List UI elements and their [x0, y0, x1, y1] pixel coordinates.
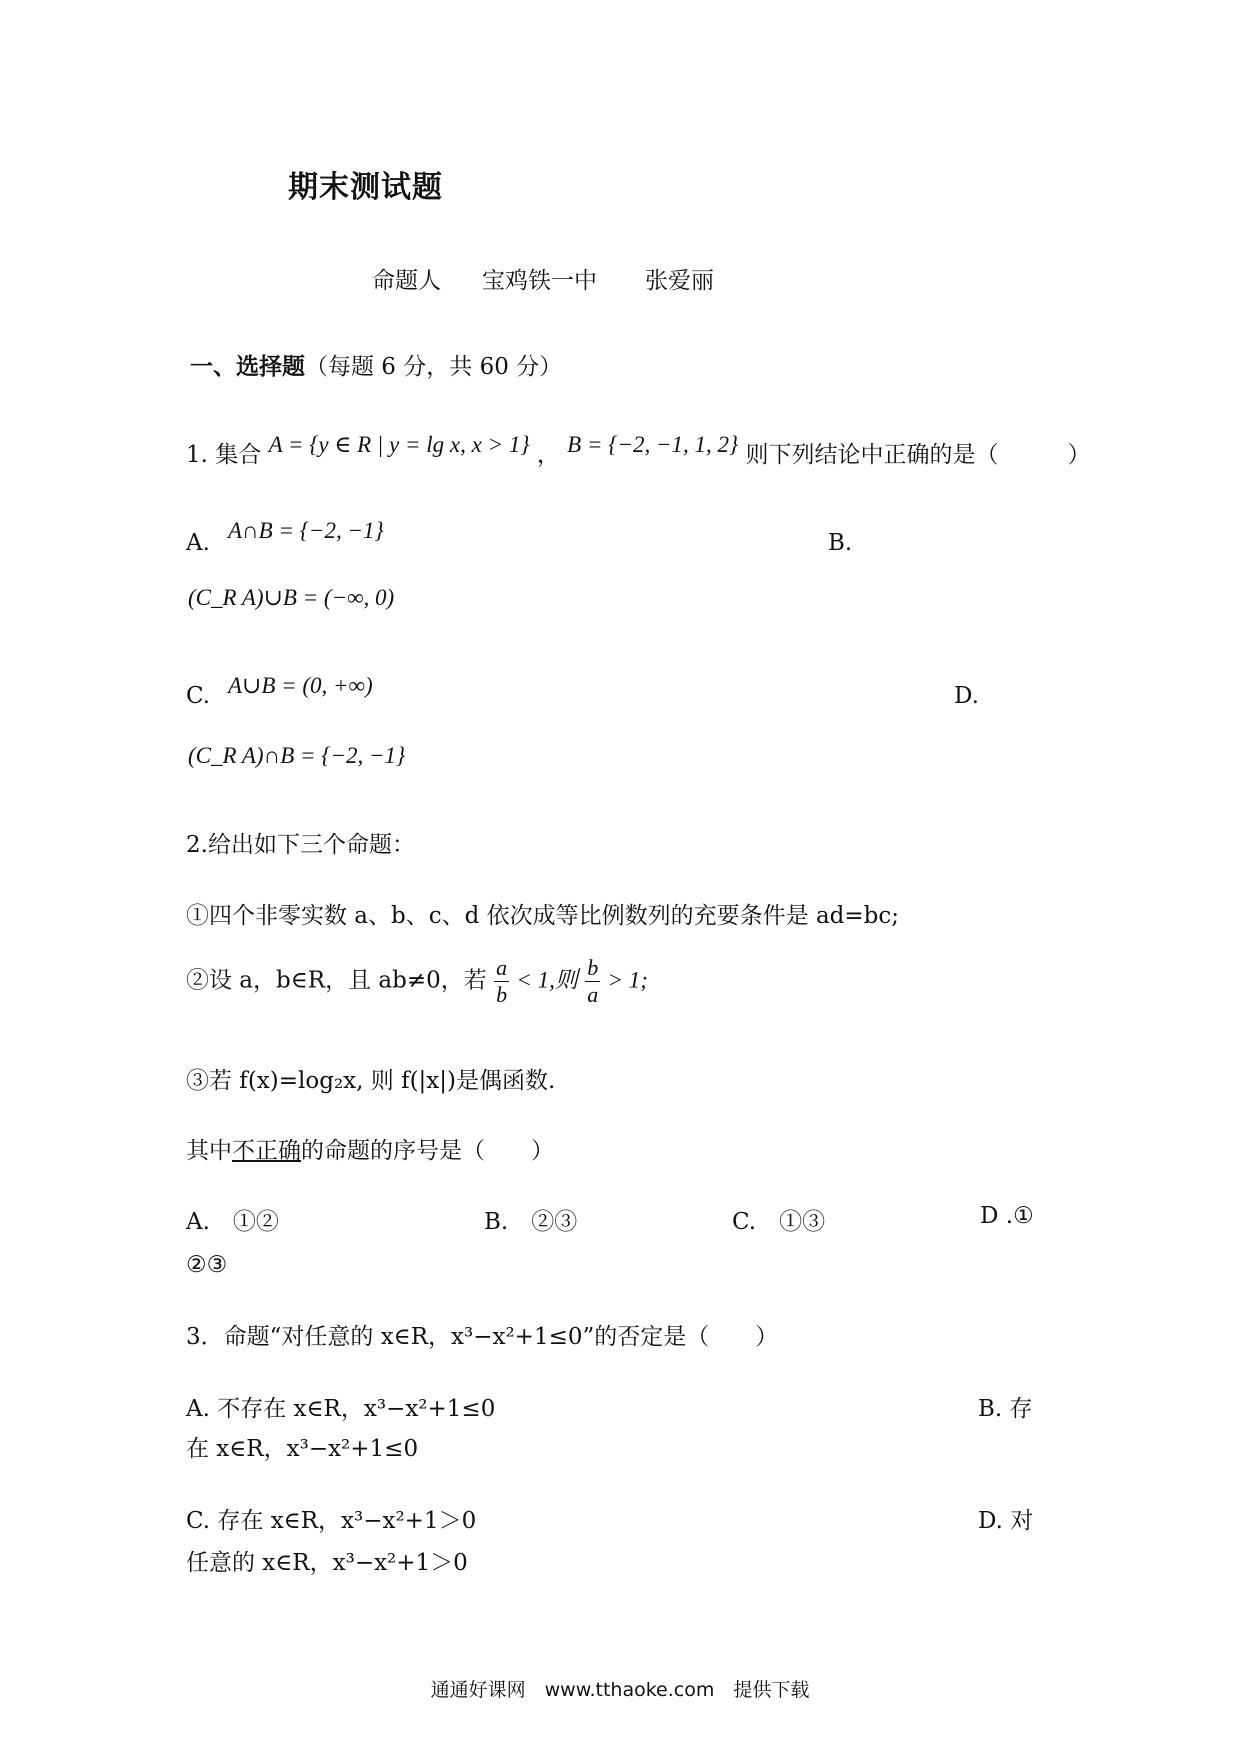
q2-p2-prefix: ②设 a，b∈R，且 ab≠0，若 — [186, 967, 487, 994]
q3-option-a: A. 不存在 x∈R，x³−x²+1≤0 — [186, 1396, 496, 1422]
q2-option-a: A. ①② — [186, 1209, 279, 1235]
q3-option-c: C. 存在 x∈R，x³−x²+1＞0 — [186, 1508, 477, 1534]
q1-prefix: 1. 集合 — [186, 442, 262, 468]
q1-set-b: B = {−2, −1, 1, 2} — [567, 432, 739, 457]
section-note: （每题 6 分，共 60 分） — [305, 354, 563, 380]
q2-proposition-1: ①四个非零实数 a、b、c、d 依次成等比例数列的充要条件是 ad=bc; — [186, 903, 900, 929]
q3-stem: 3．命题“对任意的 x∈R，x³−x²+1≤0”的否定是（ ） — [186, 1324, 779, 1350]
q3-option-d-continued: 任意的 x∈R，x³−x²+1＞0 — [186, 1550, 468, 1576]
q2-p2-mid: < 1,则 — [516, 967, 578, 993]
q1-option-d-label: D. — [954, 683, 979, 709]
q1-option-c-label: C. — [186, 683, 211, 709]
q2-option-d-continued: ②③ — [186, 1252, 228, 1278]
q1-comma: ， — [536, 442, 560, 468]
q3-option-b-continued: 在 x∈R，x³−x²+1≤0 — [186, 1436, 419, 1462]
q2-fraction-b-over-a: $\frac{b}{a}$ — [587, 955, 599, 1007]
q1-option-c-expr: A∪B = (0, +∞) — [228, 673, 373, 698]
author-school: 宝鸡铁一中 — [482, 268, 597, 294]
q2-p2-suffix: > 1; — [607, 967, 648, 993]
q2-question — [186, 1132, 554, 1165]
author-label: 命题人 — [372, 268, 441, 294]
q1-stem — [186, 432, 1091, 469]
q1-option-b-label: B. — [828, 530, 853, 556]
q2-option-c: C. ①③ — [732, 1209, 826, 1235]
q1-option-a-label: A. — [186, 530, 210, 556]
q1-option-b-expr: (C_R A)∪B = (−∞, 0) — [188, 585, 395, 610]
q1-option-d-expr: (C_R A)∩B = {−2, −1} — [188, 743, 406, 768]
q2-fraction-a-over-b: $\frac{a}{b}$ — [496, 955, 508, 1007]
q1-set-a: A = {y ∈ R | y = lg x, x > 1} — [268, 432, 530, 457]
q2-option-d: D .① — [980, 1203, 1034, 1229]
q3-option-b: B. 存 — [978, 1396, 1033, 1422]
q2-stem: 2.给出如下三个命题： — [186, 832, 415, 858]
q2-ask-prefix: 其中 — [186, 1138, 232, 1164]
section-title: 一、选择题 — [190, 354, 305, 380]
footer-source: 通通好课网 www.tthaoke.com 提供下载 — [430, 1679, 810, 1701]
q2-ask-underlined: 不正确 — [232, 1138, 301, 1164]
q2-proposition-2 — [186, 955, 648, 1008]
q2-ask-suffix: 的命题的序号是（ ） — [301, 1138, 554, 1164]
q3-option-d: D. 对 — [978, 1508, 1034, 1534]
q1-suffix: 则下列结论中正确的是（ ） — [745, 442, 1091, 468]
q2-proposition-3: ③若 f(x)=log₂x, 则 f(|x|)是偶函数. — [186, 1068, 556, 1094]
q2-option-b: B. ②③ — [484, 1209, 578, 1235]
author-name: 张爱丽 — [645, 268, 714, 294]
section-heading — [190, 348, 562, 381]
q1-option-a-expr: A∩B = {−2, −1} — [228, 518, 384, 543]
page-title: 期末测试题 — [288, 170, 443, 205]
